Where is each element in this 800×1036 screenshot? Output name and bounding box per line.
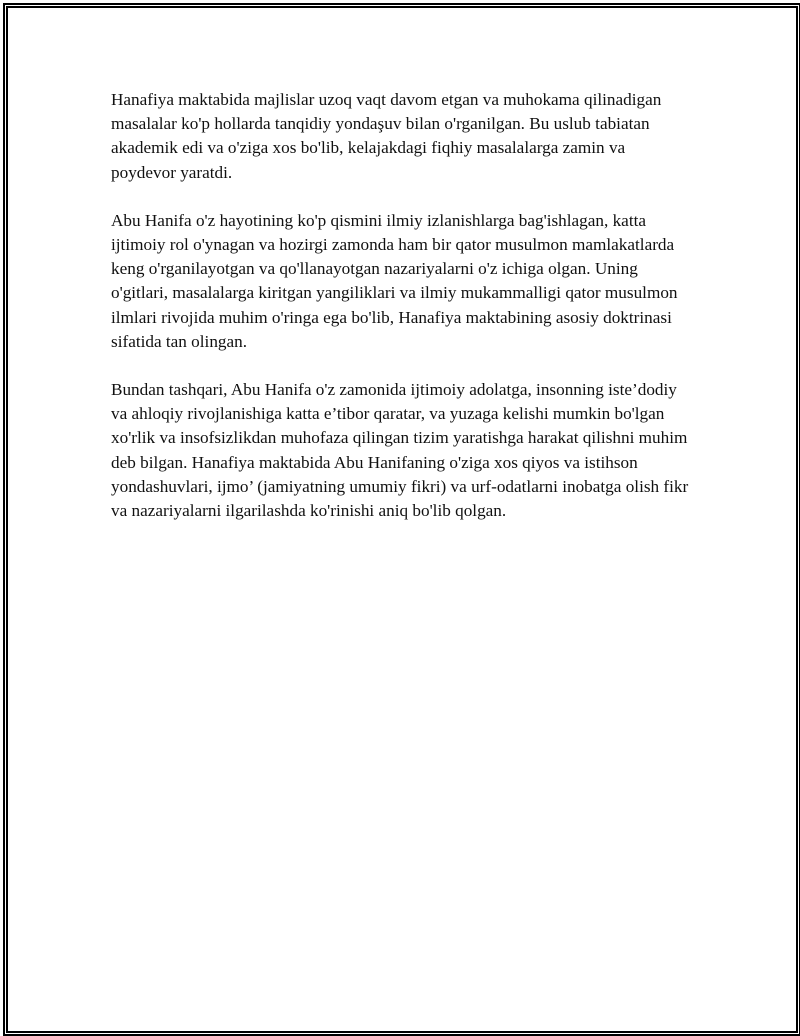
paragraph-1: Hanafiya maktabida majlislar uzoq vaqt davom etgan va muhokama qilinadigan masalalar ko'p hollarda tanqidiy yondaşuv bilan o'rganilgan. Bu uslub tabiatan akademik edi va o'ziga xos bo'lib, kelajakdagi fiqhiy masalalarga zamin va poydevor yaratdi.	[111, 90, 662, 182]
paragraph-3: Bundan tashqari, Abu Hanifa o'z zamonida ijtimoiy adolatga, insonning iste’dodiy va ahloqiy rivojlanishiga katta e’tibor qaratar, va yuzaga kelishi mumkin bo'lgan xo'rlik va insofsizlikdan muhofaza qilingan tizim yaratishga harakat qilishni muhim deb bilgan. Hanafiya maktabida Abu Hanifaning o'ziga xos qiyos va istihson yondashuvlari, ijmo’ (jamiyatning umumiy fikri) va urf-odatlarni inobatga olish fikr va nazariyalarni ilgarilashda ko'rinishi aniq bo'lib qolgan.	[111, 380, 689, 521]
document-body	[111, 88, 691, 547]
paragraph-2: Abu Hanifa o'z hayotining ko'p qismini ilmiy izlanishlarga bag'ishlagan, katta ijtimoiy rol o'ynagan va hozirgi zamonda ham bir qator musulmon mamlakatlarda keng o'rganilayotgan va qo'llanayotgan nazariyalarni o'z ichiga olgan. Uning o'gitlari, masalalarga kiritgan yangiliklari va ilmiy mukammalligi qator musulmon ilmlari rivojida muhim o'ringa ega bo'lib, Hanafiya maktabining asosiy doktrinasi sifatida tan olingan.	[111, 210, 678, 351]
